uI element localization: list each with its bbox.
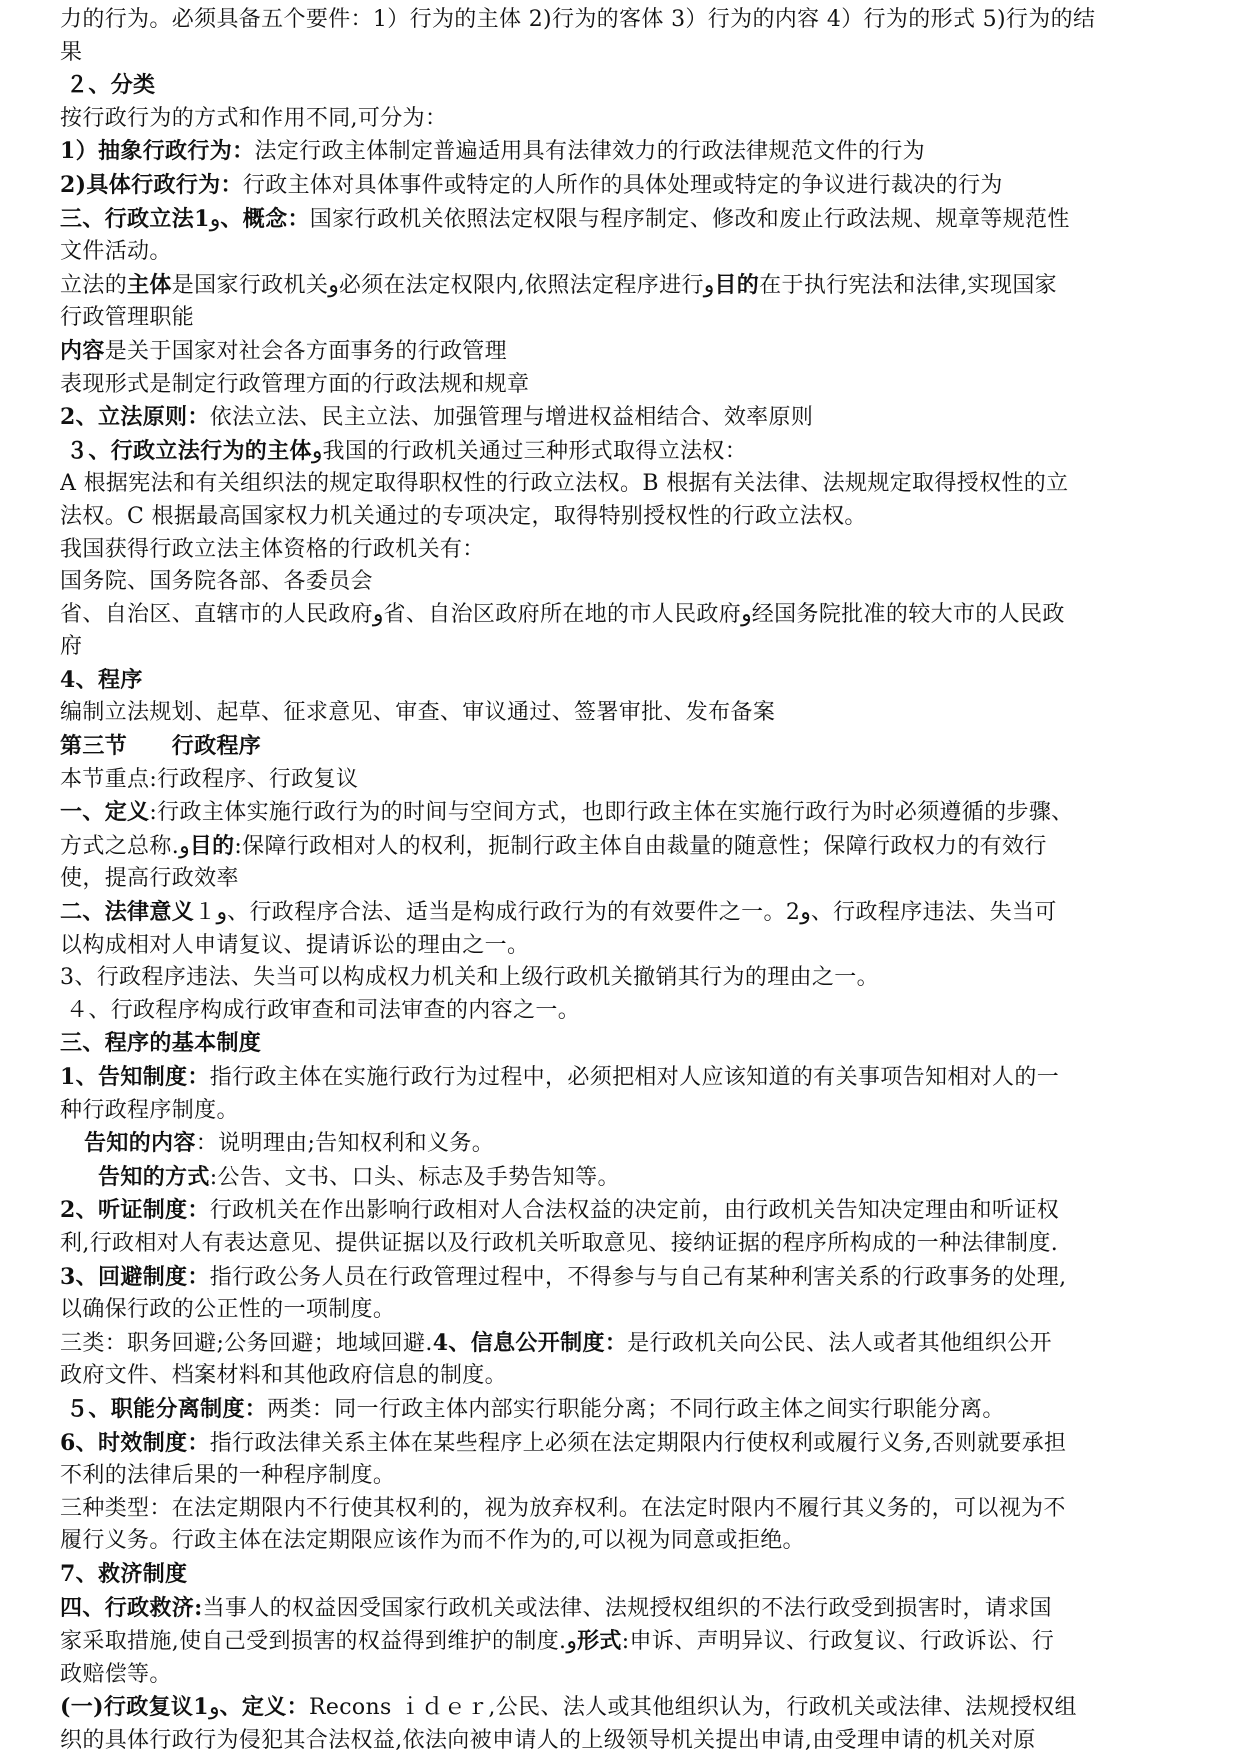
body-text: A 根据宪法和有关组织法的规定取得职权性的行政立法权。B 根据有关法律、法规规定取得授权性的立 [60,471,1069,497]
text-line [60,1327,1195,1361]
body-text: 政赔偿等。 [60,1661,172,1687]
body-text: 国务院、国务院各部、各委员会 [60,569,373,595]
body-text: :行政主体实施行政行为的时间与空间方式，也即行政主体在实施行政行为时必须遵循的步骤、 [149,800,1074,826]
body-text: 表现形式是制定行政管理方面的行政法规和规章 [60,371,530,397]
bold-text: 6、时效制度： [60,1429,210,1456]
text-line [60,4,1195,37]
bold-text: 1）抽象行政行为： [60,138,255,165]
body-text: 两类：同一行政主体内部实行职能分离；不同行政主体之间实行职能分离。 [267,1396,1005,1422]
bold-text: 二、法律意义 [60,899,195,926]
text-line [60,534,1195,567]
body-text: 是国家行政机关و必须在法定权限内,依照法定程序进行و [171,272,715,298]
text-line [60,401,1195,435]
body-text: 种行政程序制度。 [60,1097,239,1123]
body-text: 家采取措施,使自己受到损害的权益得到维护的制度.و [60,1629,578,1655]
text-line [60,664,1195,698]
text-line [60,435,1195,469]
text-line [60,501,1195,534]
text-line [60,203,1195,237]
body-text: １و、行政程序合法、适当是构成行政行为的有效要件之一。2و、行政程序违法、失当可 [194,900,1057,926]
text-line [60,37,1195,70]
bold-text: 第三节 行政程序 [60,733,262,760]
body-text: 方式之总称.و [60,833,190,859]
body-text: 编制立法规划、起草、征求意见、审查、审议通过、签署审批、发布备案 [60,700,776,726]
text-line [60,1061,1195,1095]
body-text: ：说明理由;告知权利和义务。 [195,1131,495,1157]
text-line [60,566,1195,599]
text-line [60,1725,1195,1757]
text-line [60,468,1195,501]
body-text: 立法的 [60,272,128,298]
text-line [60,599,1195,632]
text-line [60,236,1195,269]
text-line [60,1360,1195,1393]
text-line [60,796,1195,830]
text-line [60,1294,1195,1327]
bold-text: 、概念： [220,205,310,232]
body-text: 履行义务。行政主体在法定期限应该作为而不作为的,可以视为同意或拒绝。 [60,1528,805,1554]
body-text: :公告、文书、口头、标志及手势告知等。 [209,1164,620,1190]
text-line [60,269,1195,303]
bold-text: 目的 [189,832,235,859]
bold-text: ２、分类 [66,72,156,99]
body-text: 织的具体行政行为侵犯其合法权益,依法向被申请人的上级领导机关提出申请,由受理申请的机关对原 [60,1727,1036,1753]
bold-text: 2、立法原则： [60,404,210,431]
body-text: 行政主体对具体事件或特定的人所作的具体处理或特定的争议进行裁决的行为 [242,172,1003,198]
body-text: 果 [60,39,83,65]
body-text: Recons ｉｄｅｒ,公民、法人或其他组织认为，行政机关或法律、法规授权组 [308,1695,1077,1721]
body-text: 本节重点:行政程序、行政复议 [60,766,359,792]
body-text: 以确保行政的公正性的一项制度。 [60,1297,396,1323]
text-line [60,1427,1195,1461]
bold-text: 、定义： [219,1694,309,1721]
text-line [60,1027,1195,1061]
text-line [60,863,1195,896]
text-line [60,730,1195,764]
body-text: 利,行政相对人有表达意见、提供证据以及行政机关听取意见、接纳证据的程序所构成的一种法律制度. [60,1230,1059,1256]
body-text: 省、自治区、直辖市的人民政府و省、自治区政府所在地的市人民政府و经国务院批准的较大市的人民政 [60,601,1065,627]
body-text: 法定行政主体制定普遍适用具有法律效力的行政法律规范文件的行为 [254,139,925,165]
text-line [60,1460,1195,1493]
bold-text: 三、程序的基本制度 [60,1030,262,1057]
bold-text: 主体 [127,271,172,298]
bold-text: 4、程序 [60,666,143,693]
body-text: 三类：职务回避;公务回避；地域回避. [60,1330,433,1356]
bold-text: 3、回避制度： [60,1263,210,1290]
bold-text: 4、信息公开制度： [432,1329,628,1356]
body-text: 法权。C 根据最高国家权力机关通过的专项决定，取得特别授权性的行政立法权。 [60,503,867,529]
text-line [60,764,1195,797]
body-text: 三种类型：在法定期限内不行使其权利的，视为放弃权利。在法定时限内不履行其义务的，可以视为不 [60,1495,1066,1521]
text-line [60,369,1195,402]
text-line [60,103,1195,136]
text-line [60,1493,1195,1526]
bold-text: 告知的方式 [98,1163,210,1190]
body-text: 不利的法律后果的一种程序制度。 [60,1463,396,1489]
body-text: و [208,1695,220,1721]
body-text: 力的行为。必须具备五个要件：1）行为的主体 2)行为的客体 3）行为的内容 4）行为的形式 5)行为的结 [60,7,1096,32]
text-line [60,896,1195,930]
body-text: 依法立法、民主立法、加强管理与增进权益相结合、效率原则 [209,405,814,431]
body-text: 指行政主体在实施行政行为过程中，必须把相对人应该知道的有关事项告知相对人的一 [209,1065,1060,1090]
bold-text: 1、告知制度： [60,1064,210,1090]
body-text: 使，提高行政效率 [60,866,239,892]
body-text: 我国获得行政立法主体资格的行政机关有： [60,536,485,562]
body-text: ４、行政程序构成行政审查和司法审查的内容之一。 [66,997,581,1023]
bold-text: 形式 [577,1628,622,1655]
text-line [60,335,1195,369]
body-text: 行政机关在作出影响行政相对人合法权益的决定前，由行政机关告知决定理由和听证权 [209,1198,1060,1224]
body-text: 指行政公务人员在行政管理过程中，不得参与与自己有某种利害关系的行政事务的处理, [209,1264,1067,1290]
body-text: :申诉、声明异议、行政复议、行政诉讼、行 [621,1629,1055,1655]
body-text: 以构成相对人申请复议、提请诉讼的理由之一。 [60,932,530,958]
body-text: 当事人的权益因受国家行政机关或法律、法规授权组织的不法行政受到损害时，请求国 [202,1595,1052,1621]
bold-text: 内容 [60,337,105,364]
bold-text: 目的 [714,271,760,298]
body-text: 3、行政程序违法、失当可以构成权力机关和上级行政机关撤销其行为的理由之一。 [60,965,879,991]
text-line [60,169,1195,203]
body-text: 国家行政机关依照法定权限与程序制定、修改和废止行政法规、规章等规范性 [309,206,1070,232]
bold-text: 四、行政救济: [60,1594,203,1621]
bold-text: 三、行政立法1 [60,205,210,232]
text-line [60,1625,1195,1659]
bold-text: 7、救济制度 [60,1560,188,1587]
text-line [60,1691,1195,1725]
text-line [60,1228,1195,1261]
text-line [60,1095,1195,1128]
text-line [60,830,1195,864]
bold-text: 一、定义 [60,799,150,826]
text-line [60,1393,1195,1427]
body-text: 指行政法律关系主体在某些程序上必须在法定期限内行使权利或履行义务,否则就要承担 [209,1430,1067,1456]
text-line [60,1194,1195,1228]
bold-text: 2)具体行政行为： [60,171,243,198]
text-line [60,697,1195,730]
text-line [60,1592,1195,1626]
document-page [60,4,1195,1757]
body-text: :保障行政相对人的权利，扼制行政主体自由裁量的随意性；保障行政权力的有效行 [234,833,1047,859]
body-text: و我国的行政机关通过三种形式取得立法权： [311,438,748,464]
text-line [60,1261,1195,1295]
body-text: 文件活动。 [60,239,172,265]
text-line [60,930,1195,963]
bold-text: 告知的内容 [84,1130,196,1157]
bold-text: ３、行政立法行为的主体 [66,437,312,464]
text-line [60,1127,1195,1161]
body-text: 是关于国家对社会各方面事务的行政管理 [104,338,508,364]
body-text: 政府文件、档案材料和其他政府信息的制度。 [60,1363,508,1389]
text-line [60,1558,1195,1592]
text-line [60,135,1195,169]
body-text: 是行政机关向公民、法人或者其他组织公开 [627,1330,1052,1356]
text-line [60,995,1195,1028]
text-line [60,69,1195,103]
text-line [60,1525,1195,1558]
body-text: 府 [60,634,83,660]
body-text: 在于执行宪法和法律,实现国家 [759,272,1058,298]
text-line [60,1659,1195,1692]
bold-text: ５、职能分离制度： [66,1395,268,1422]
bold-text: 2、听证制度： [60,1197,210,1224]
text-line [60,631,1195,664]
body-text: 按行政行为的方式和作用不同,可分为： [60,105,448,131]
text-line [60,962,1195,995]
text-line [60,302,1195,335]
text-line [60,1161,1195,1195]
body-text: 行政管理职能 [60,305,195,331]
bold-text: (一)行政复议1 [60,1694,209,1721]
body-text: و [209,206,221,232]
